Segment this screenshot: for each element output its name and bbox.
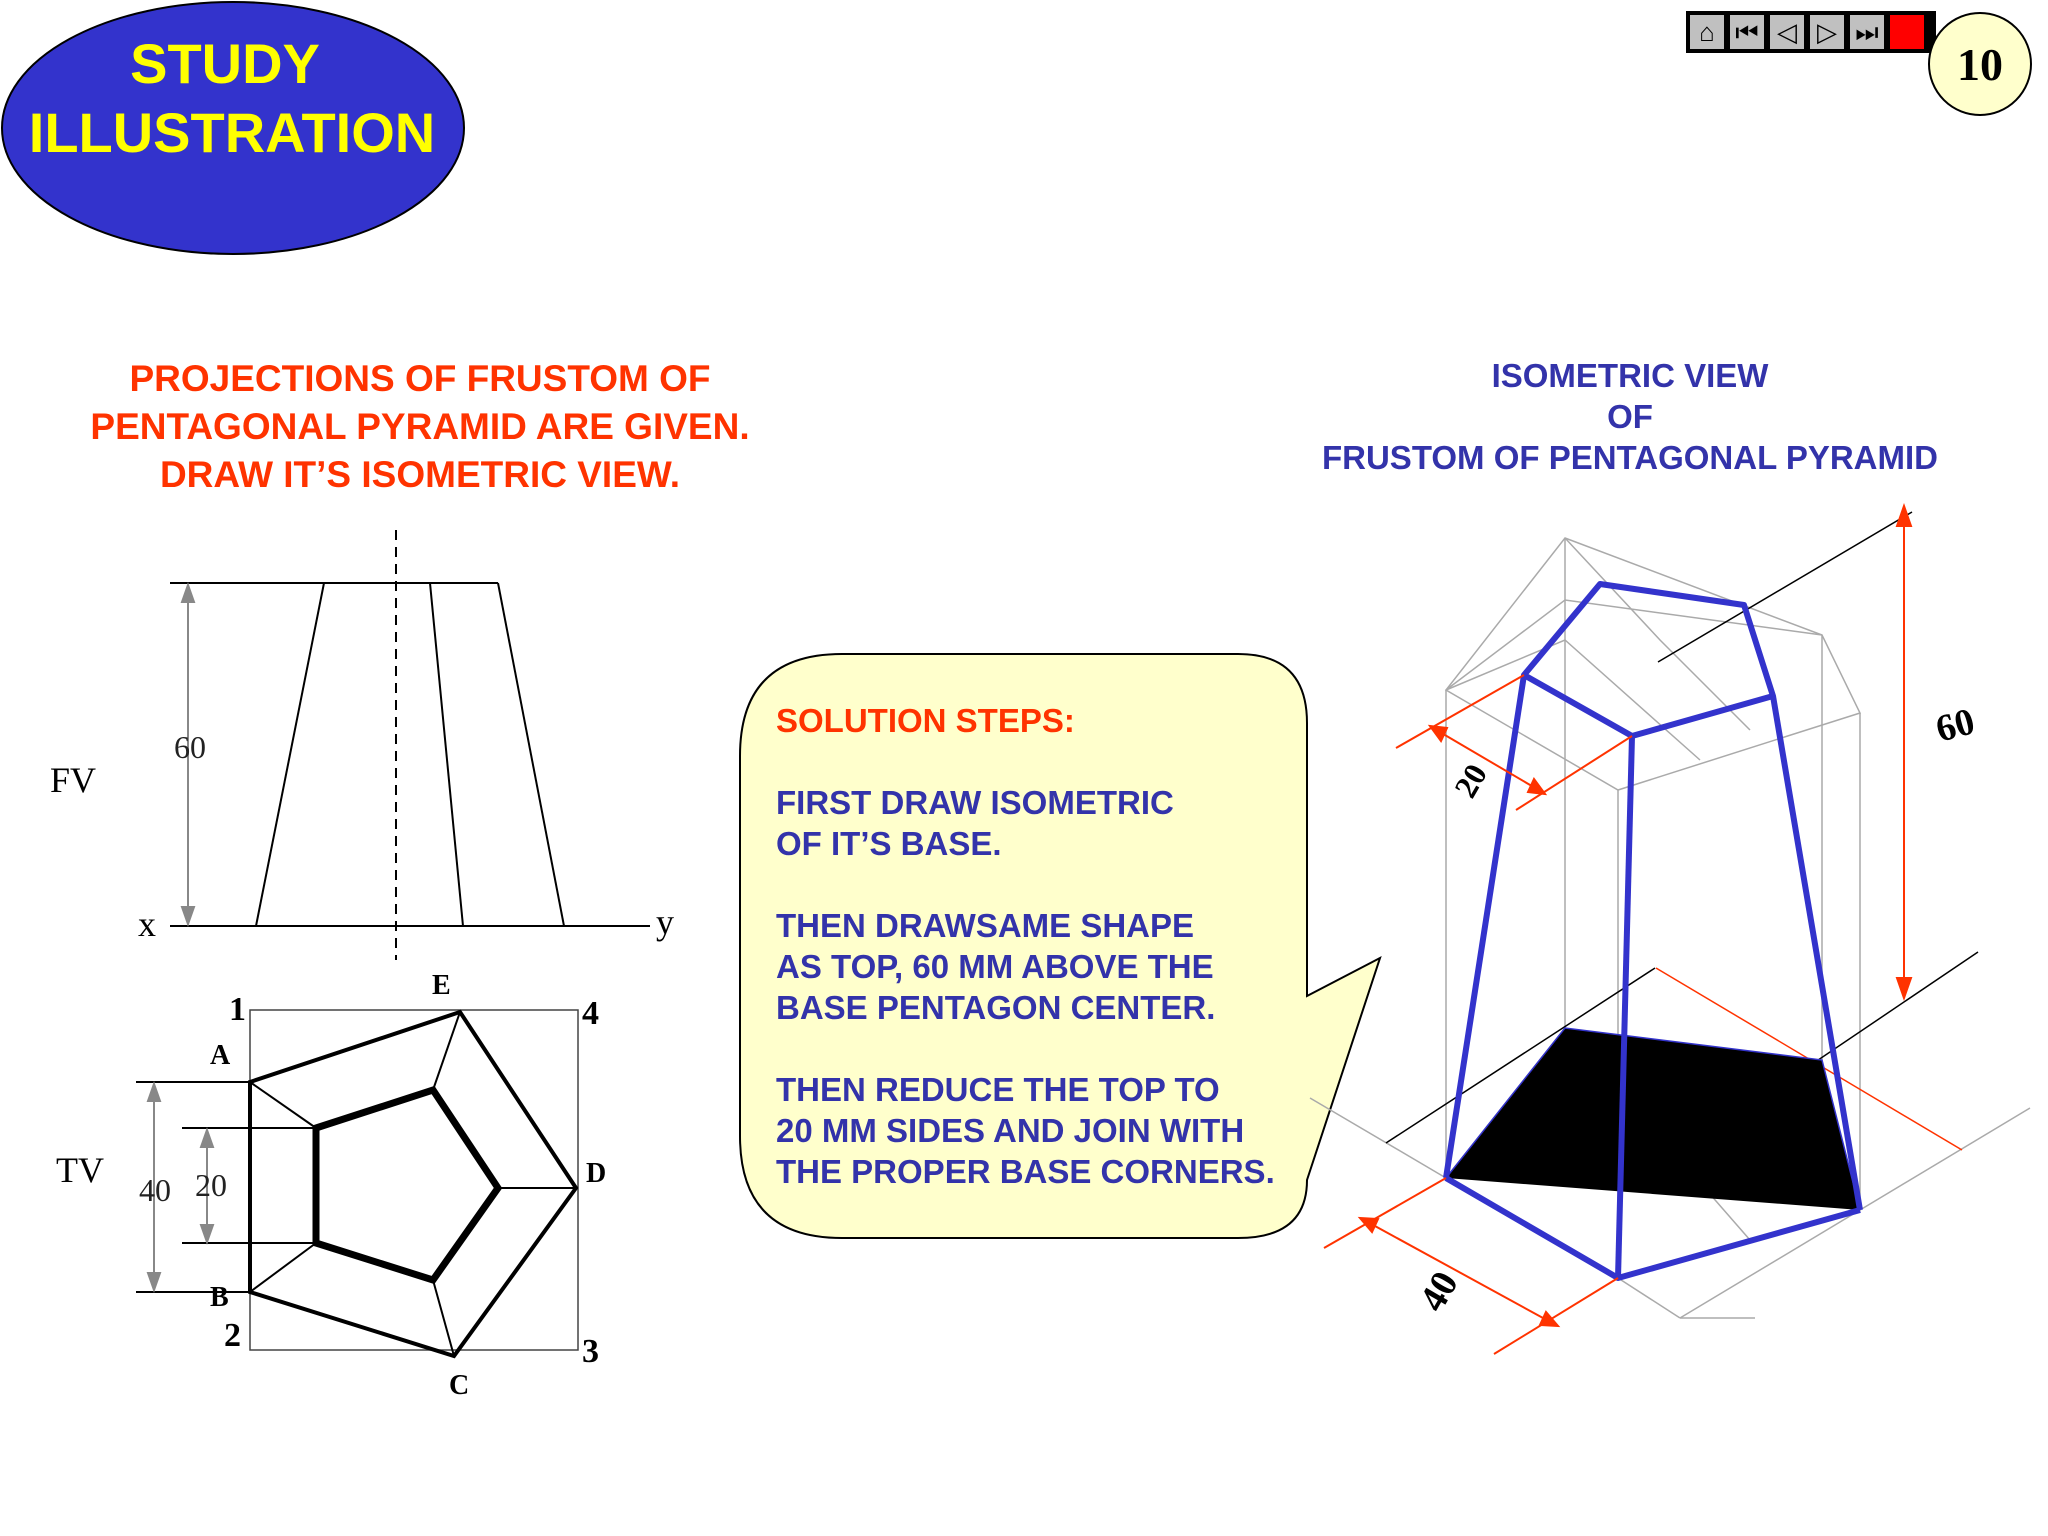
vertex-label-e: E — [432, 970, 451, 1001]
isometric-title — [1290, 355, 1970, 478]
study-illustration-badge — [2, 2, 464, 254]
iso-height-dimension — [1897, 506, 1911, 998]
fv-height-label: 60 — [174, 729, 206, 765]
first-slide-icon: ⏮ — [1735, 17, 1759, 47]
badge-line2: ILLUSTRATION — [28, 101, 436, 164]
step-1 — [776, 782, 1306, 864]
step-2 — [776, 905, 1306, 1028]
fv-dim-arrow-top — [182, 585, 194, 602]
iso-base-diagonals — [1446, 1028, 1860, 1210]
task-title — [40, 355, 800, 499]
step-3 — [776, 1069, 1306, 1192]
step-1-line2: OF IT’S BASE. — [776, 825, 1002, 862]
next-slide-button[interactable] — [1808, 13, 1846, 51]
step-3-line1: THEN REDUCE THE TOP TO — [776, 1071, 1220, 1108]
fv-edge-right — [498, 583, 564, 926]
step-2-line1: THEN DRAWSAME SHAPE — [776, 907, 1195, 944]
step-3-line2: 20 MM SIDES AND JOIN WITH — [776, 1112, 1245, 1149]
fv-label: FV — [50, 760, 97, 800]
page-number: 10 — [1928, 12, 2032, 116]
y-label: y — [656, 902, 674, 942]
corner-label-3: 3 — [582, 1333, 599, 1370]
exit-button[interactable] — [1888, 13, 1926, 51]
fv-edge-mid — [430, 583, 463, 926]
next-slide-icon: ▷ — [1817, 17, 1837, 47]
tv-inner-label: 20 — [195, 1167, 227, 1203]
corner-label-4: 4 — [582, 995, 599, 1032]
first-slide-button[interactable] — [1728, 13, 1766, 51]
iso-title-line2: OF — [1607, 398, 1653, 435]
vertex-label-a: A — [210, 1040, 231, 1071]
tv-outer-label: 40 — [139, 1172, 171, 1208]
solution-steps — [776, 700, 1306, 1192]
iso-top-pentagon — [1524, 584, 1773, 736]
steps-heading: SOLUTION STEPS: — [776, 702, 1075, 739]
tv-inner-pentagon — [316, 1090, 498, 1280]
badge-line1: STUDY — [130, 32, 320, 95]
task-title-line2: PENTAGONAL PYRAMID ARE GIVEN. — [90, 406, 750, 447]
tv-outer-pentagon — [250, 1012, 576, 1356]
vertex-label-b: B — [210, 1282, 229, 1313]
front-view — [170, 530, 650, 960]
tv-bounding-rectangle — [250, 1010, 578, 1350]
iso-height-label: 60 — [1931, 700, 1980, 751]
fv-edge-left — [256, 583, 324, 926]
step-2-line3: BASE PENTAGON CENTER. — [776, 989, 1216, 1026]
vertex-label-d: D — [586, 1158, 607, 1189]
iso-top-side-label: 20 — [1446, 757, 1495, 804]
last-slide-icon: ⏭ — [1855, 17, 1879, 47]
x-label: x — [138, 904, 156, 944]
iso-title-line3: FRUSTOM OF PENTAGONAL PYRAMID — [1321, 439, 1938, 476]
iso-base-side-dimension — [1324, 1178, 1618, 1354]
step-1-line1: FIRST DRAW ISOMETRIC — [776, 784, 1174, 821]
corner-label-2: 2 — [224, 1317, 241, 1354]
home-button[interactable] — [1688, 13, 1726, 51]
step-2-line2: AS TOP, 60 MM ABOVE THE — [776, 948, 1214, 985]
iso-edge-2 — [1618, 736, 1632, 1278]
iso-title-line1: ISOMETRIC VIEW — [1491, 357, 1769, 394]
home-icon: ⌂ — [1699, 17, 1715, 47]
last-slide-button[interactable] — [1848, 13, 1886, 51]
step-3-line3: THE PROPER BASE CORNERS. — [776, 1153, 1275, 1190]
task-title-line1: PROJECTIONS OF FRUSTOM OF — [129, 358, 711, 399]
vertex-label-c: C — [449, 1370, 470, 1401]
corner-label-1: 1 — [229, 991, 246, 1028]
iso-base-side-label: 40 — [1411, 1264, 1467, 1319]
previous-slide-button[interactable] — [1768, 13, 1806, 51]
fv-dim-arrow-bottom — [182, 907, 194, 924]
previous-slide-icon: ◁ — [1777, 17, 1797, 47]
tv-label: TV — [56, 1150, 104, 1190]
task-title-line3: DRAW IT’S ISOMETRIC VIEW. — [159, 454, 681, 495]
